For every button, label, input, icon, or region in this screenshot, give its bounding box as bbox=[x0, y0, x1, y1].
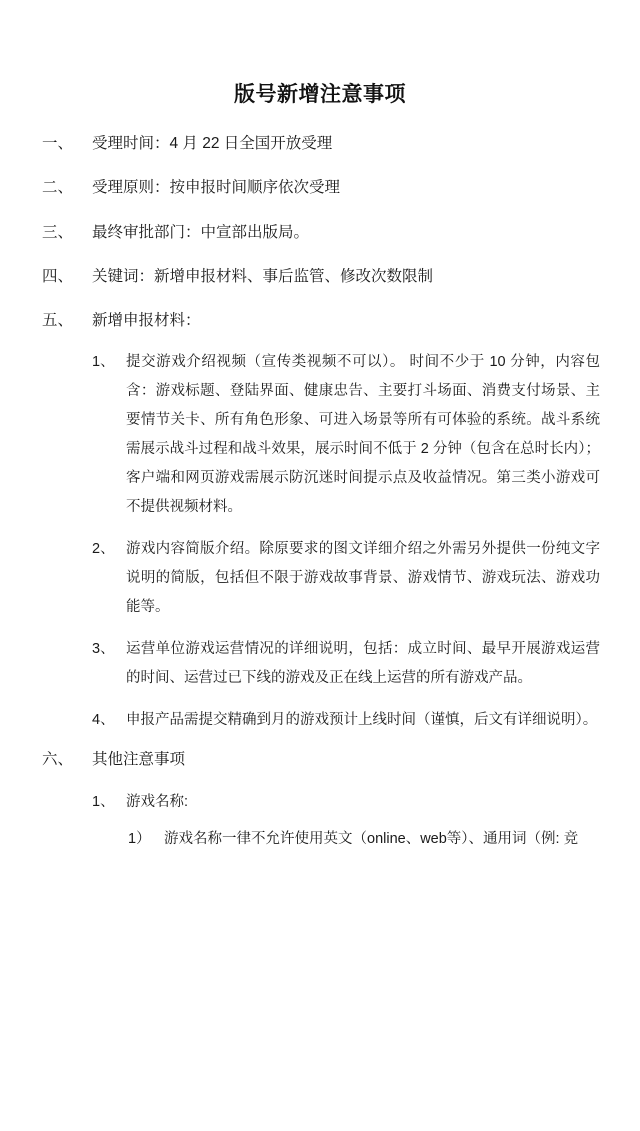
list-text: 游戏内容简版介绍。除原要求的图文详细介绍之外需另外提供一份纯文字说明的简版，包括但不限于游戏故事背景、游戏情节、游戏玩法、游戏功能等。 bbox=[126, 541, 600, 616]
list-text: 提交游戏介绍视频（宣传类视频不可以）。 时间不少于 10 分钟，内容包含：游戏标题、登陆界面、健康忠告、主要打斗场面、消费支付场景、主要情节关卡、所有角色形象、可进入场景等所有可体验的系统。战斗系统需展示战斗过程和战斗效果，展示时间不低于 2 分钟（包含在总时长内）；客户端和网页游戏需展示防沉迷时间提示点及收益情况。第三类小游戏可不提供视频材料。 bbox=[126, 354, 600, 516]
list-text: 游戏名称: bbox=[126, 793, 189, 810]
list-item bbox=[40, 132, 600, 155]
list-text: 新增申报材料： bbox=[92, 312, 201, 329]
list-marker: 3、 bbox=[92, 641, 115, 658]
list-item bbox=[40, 221, 600, 244]
list-text: 申报产品需提交精确到月的游戏预计上线时间（谨慎，后文有详细说明）。 bbox=[126, 712, 598, 729]
list-marker: 四、 bbox=[42, 267, 74, 285]
list-marker: 1） bbox=[128, 830, 151, 847]
list-text: 受理原则：按申报时间顺序依次受理 bbox=[92, 179, 341, 197]
list-text: 运营单位游戏运营情况的详细说明，包括：成立时间、最早开展游戏运营的时间、运营过已下线的游戏及正在线上运营的所有游戏产品。 bbox=[126, 641, 600, 687]
list-text: 其他注意事项 bbox=[92, 751, 186, 769]
list-item bbox=[40, 535, 600, 622]
list-marker: 三、 bbox=[42, 223, 74, 241]
list-item bbox=[40, 176, 600, 199]
list-marker: 2、 bbox=[92, 541, 115, 558]
list-text: 受理时间：4 月 22 日全国开放受理 bbox=[92, 135, 333, 152]
list-marker: 一、 bbox=[42, 135, 74, 152]
list-item bbox=[40, 265, 600, 288]
list-item bbox=[40, 348, 600, 522]
list-item bbox=[40, 748, 600, 771]
list-marker: 五、 bbox=[42, 312, 74, 329]
list-text: 游戏名称一律不允许使用英文（online、web等）、通用词（例: 竞 bbox=[164, 830, 579, 847]
list-marker: 4、 bbox=[92, 712, 115, 729]
list-text: 最终审批部门：中宣部出版局。 bbox=[92, 223, 310, 241]
list-marker: 六、 bbox=[42, 751, 74, 769]
list-item bbox=[40, 706, 600, 735]
list-marker: 二、 bbox=[42, 179, 74, 197]
list-item bbox=[40, 788, 600, 817]
list-item bbox=[40, 825, 600, 854]
page-title: 版号新增注意事项 bbox=[234, 83, 406, 106]
list-item bbox=[40, 635, 600, 693]
list-marker: 1、 bbox=[92, 354, 115, 371]
list-text: 关键词：新增申报材料、事后监管、修改次数限制 bbox=[92, 267, 434, 285]
list-item bbox=[40, 309, 600, 332]
list-marker: 1、 bbox=[92, 793, 115, 810]
